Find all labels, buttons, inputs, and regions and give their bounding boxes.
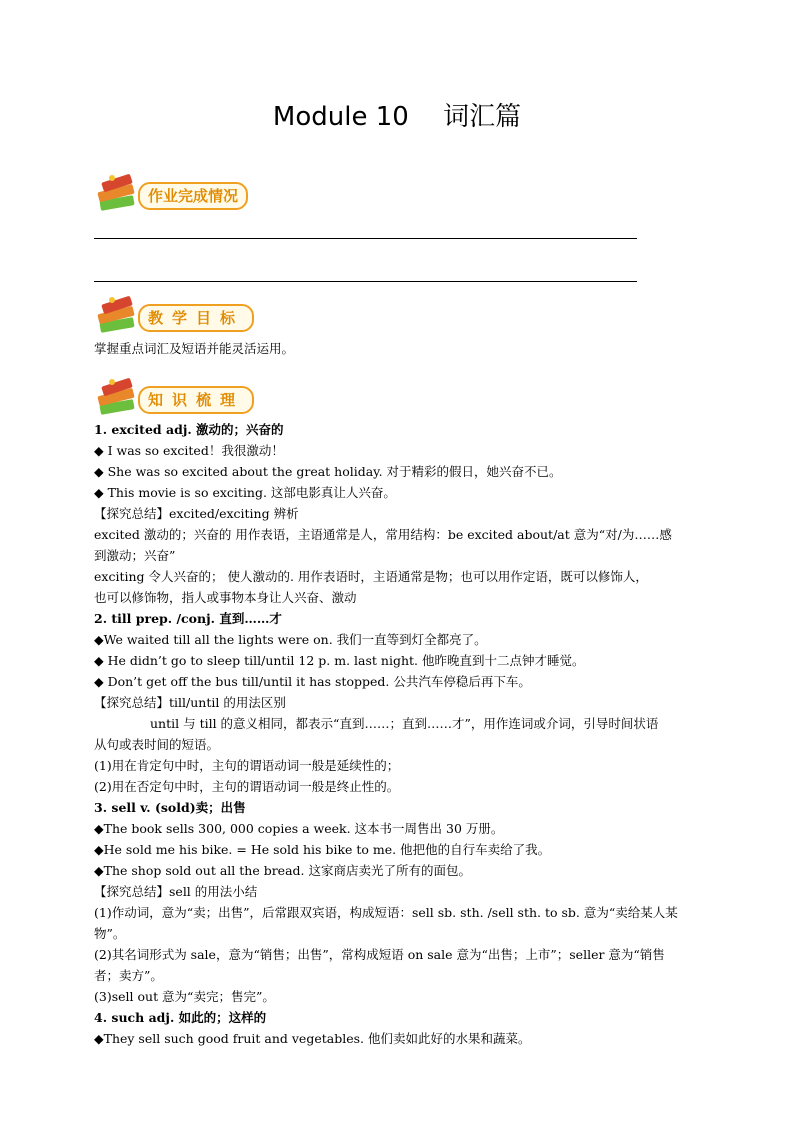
example-line: ◆ This movie is so exciting. 这部电影真让人兴奋。 [94,485,396,500]
books-icon [94,294,142,340]
example-line: ◆The book sells 300, 000 copies a week. 这本书一周售出 30 万册。 [94,821,504,836]
section-badge-homework [94,172,262,218]
page-title: Module 10 词汇篇 [272,102,522,132]
example-line: ◆ He didn’t go to sleep till/until 12 p. m. last night. 他昨晚直到十二点钟才睡觉。 [94,653,585,668]
section-badge-knowledge [94,376,262,422]
summary-heading: 【探究总结】till/until 的用法区别 [94,695,286,710]
summary-line: 也可以修饰物，指人或事物本身让人兴奋、激动 [94,590,357,605]
example-line: ◆ Don’t get off the bus till/until it has stopped. 公共汽车停稳后再下车。 [94,674,531,689]
summary-line: 到激动；兴奋” [94,548,176,563]
summary-line: (3)sell out 意为“卖完；售完”。 [94,989,275,1004]
summary-line: excited 激动的；兴奋的 用作表语，主语通常是人，常用结构：be excited about/at 意为“对/为……感 [94,527,672,542]
summary-line: (1)作动词，意为“卖；出售”，后常跟双宾语，构成短语：sell sb. sth. /sell sth. to sb. 意为“卖给某人某 [94,905,678,920]
summary-heading: 【探究总结】sell 的用法小结 [94,884,258,899]
example-line: ◆He sold me his bike. = He sold his bike to me. 他把他的自行车卖给了我。 [94,842,551,857]
example-line: ◆ I was so excited！我很激动！ [94,443,284,458]
section-badge-goals [94,294,262,340]
books-icon [94,172,142,218]
section-title-homework: 作业完成情况 [138,182,248,210]
answer-line-2 [94,281,637,282]
summary-line: (1)用在肯定句中时，主句的谓语动词一般是延续性的； [94,758,400,773]
summary-line: exciting 令人兴奋的； 使人激动的. 用作表语时，主语通常是物；也可以用作定语，既可以修饰人， [94,569,648,584]
heading-excited: 1. excited adj. 激动的；兴奋的 [94,422,284,437]
example-line: ◆We waited till all the lights were on. 我们一直等到灯全都亮了。 [94,632,487,647]
heading-till: 2. till prep. /conj. 直到……才 [94,611,282,626]
summary-heading: 【探究总结】excited/exciting 辨析 [94,506,299,521]
goal-line: 掌握重点词汇及短语并能灵活运用。 [94,341,295,356]
example-line: ◆They sell such good fruit and vegetables. 他们卖如此好的水果和蔬菜。 [94,1031,531,1046]
heading-such: 4. such adj. 如此的；这样的 [94,1010,267,1025]
section-title-knowledge: 知识梳理 [138,386,254,414]
heading-sell: 3. sell v. (sold)卖；出售 [94,800,246,815]
summary-line: 物”。 [94,926,126,941]
summary-line: 从句或表时间的短语。 [94,737,220,752]
summary-line: 者；卖方”。 [94,968,163,983]
summary-line: (2)其名词形式为 sale，意为“销售；出售”，常构成短语 on sale 意为“出售；上市”；seller 意为“销售 [94,947,665,962]
example-line: ◆The shop sold out all the bread. 这家商店卖光了所有的面包。 [94,863,471,878]
example-line: ◆ She was so excited about the great holiday. 对于精彩的假日，她兴奋不已。 [94,464,562,479]
summary-line: until 与 till 的意义相同，都表示“直到……；直到……才”，用作连词或介词，引导时间状语 [150,716,659,731]
summary-line: (2)用在否定句中时，主句的谓语动词一般是终止性的。 [94,779,400,794]
books-icon [94,376,142,422]
section-title-goals: 教学目标 [138,304,254,332]
answer-line-1 [94,238,637,239]
